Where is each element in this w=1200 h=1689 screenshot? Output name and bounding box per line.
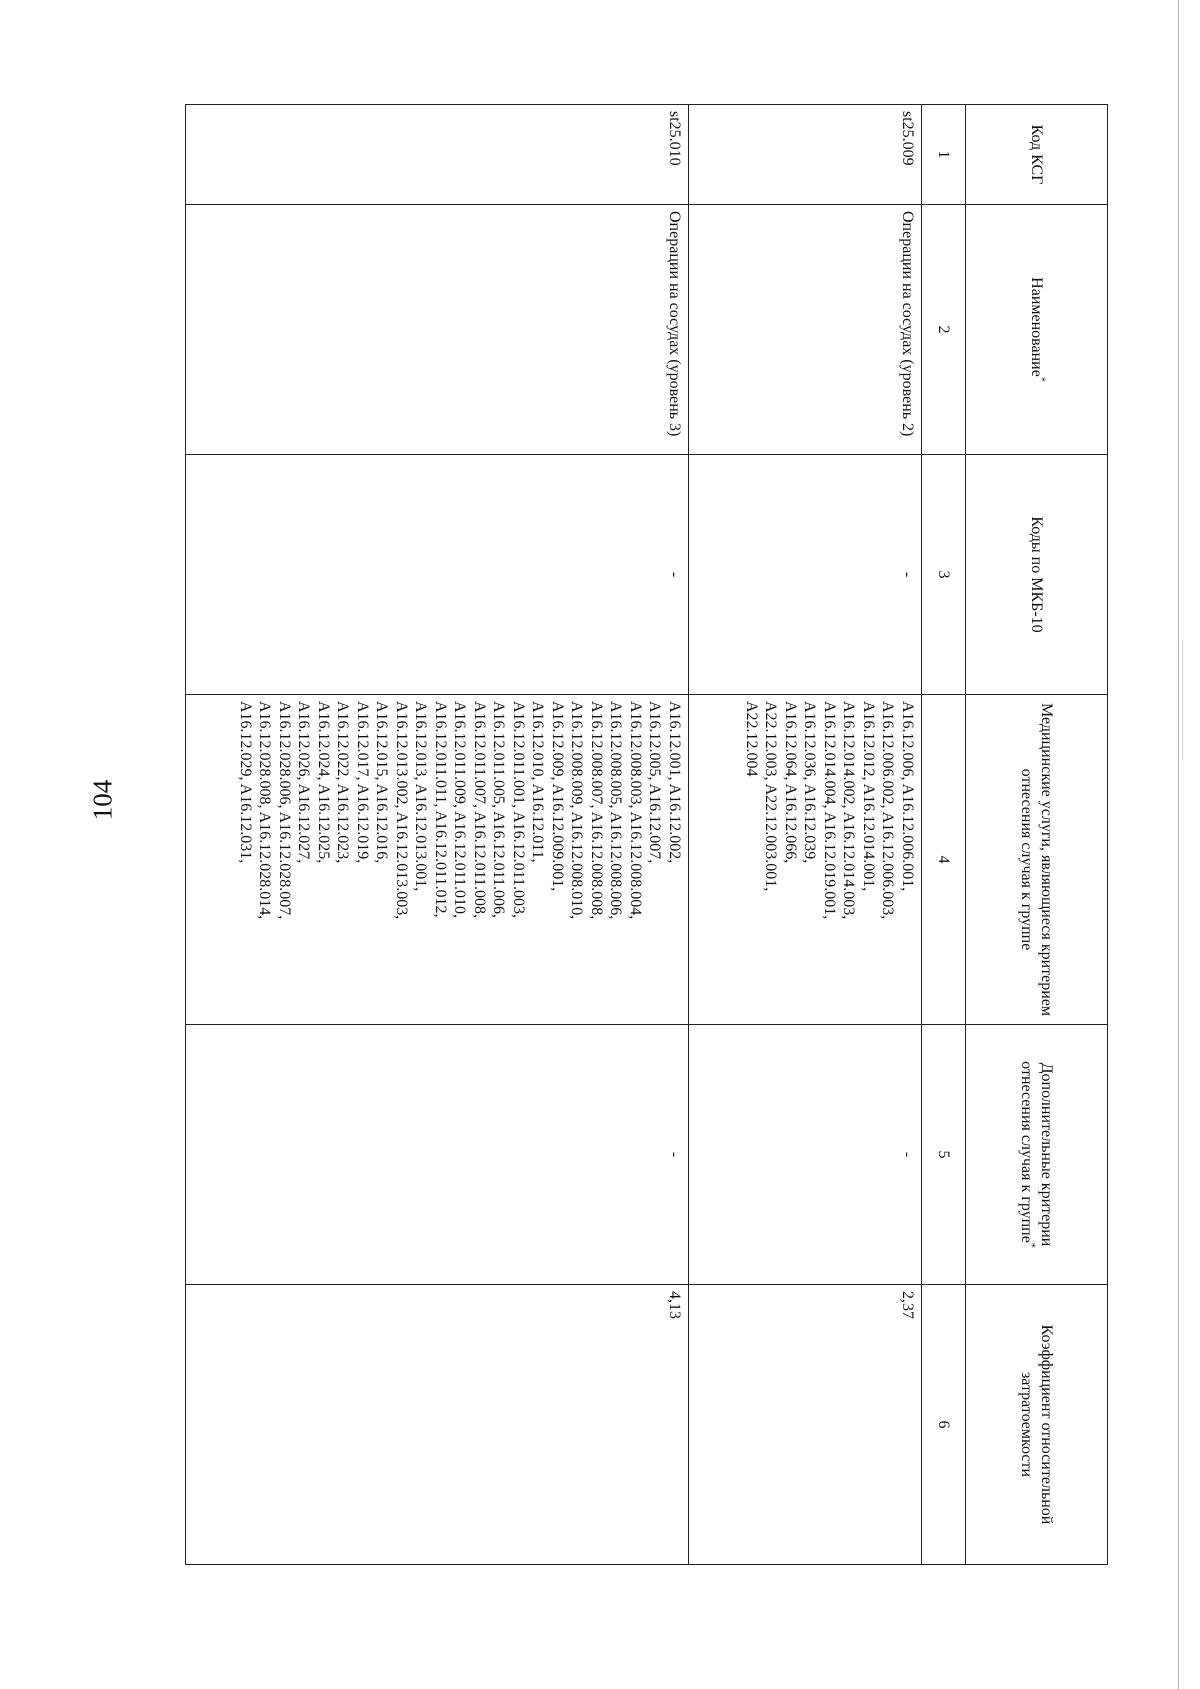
table-rotated-wrapper <box>185 104 1108 1564</box>
table-header-row <box>966 105 1108 1565</box>
header-name: Наименование* <box>966 205 1108 455</box>
column-number: 3 <box>922 455 966 695</box>
column-number: 6 <box>922 1285 966 1565</box>
cell-icd-codes: - <box>186 455 689 695</box>
ksg-table <box>185 104 1108 1565</box>
cell-medical-services: A16.12.001, A16.12.002, A16.12.005, A16.12.007, A16.12.008.003, A16.12.008.004, A16.12.008.005, A16.12.008.006, A16.12.008.007, A16.12.008.008, A16.12.008.009, A16.12.008.010, A16.12.009, A16.12.009.001, A16.12.010, A16.12.011, A16.12.011.001, A16.12.011.003, A16.12.011.005, A16.12.011.006, A16.12.011.007, A16.12.011.008, A16.12.011.009, A16.12.011.010, A16.12.011.011, A16.12.011.012, A16.12.013, A16.12.013.001, A16.12.013.002, A16.12.013.003, A16.12.015, A16.12.016, A16.12.017, A16.12.019, A16.12.022, A16.12.023, A16.12.024, A16.12.025, A16.12.026, A16.12.027, A16.12.028.006, A16.12.028.007, A16.12.028.008, A16.12.028.014, A16.12.029, A16.12.031, <box>186 695 689 1025</box>
column-number-row <box>922 105 966 1565</box>
cell-name: Операции на сосудах (уровень 2) <box>689 205 922 455</box>
cell-extra-criteria: - <box>689 1025 922 1285</box>
scan-artifact-line <box>1178 0 1179 1689</box>
cell-extra-criteria: - <box>186 1025 689 1285</box>
cell-medical-services: A16.12.006, A16.12.006.001, A16.12.006.002, A16.12.006.003, A16.12.012, A16.12.014.001, A16.12.014.002, A16.12.014.003, A16.12.014.004, A16.12.019.001, A16.12.036, A16.12.039, A16.12.064, A16.12.066, A22.12.003, A22.12.003.001, A22.12.004 <box>689 695 922 1025</box>
scan-artifact-line <box>1182 640 1183 760</box>
header-medical-services: Медицинские услуги, являющиеся критерием отнесения случая к группе <box>966 695 1108 1025</box>
header-coefficient: Коэффициент относительной затратоемкости <box>966 1285 1108 1565</box>
cell-coefficient: 2,37 <box>689 1285 922 1565</box>
table-row <box>186 105 689 1565</box>
column-number: 1 <box>922 105 966 205</box>
header-extra-criteria: Дополнительные критерии отнесения случая к группе* <box>966 1025 1108 1285</box>
header-icd-codes: Коды по МКБ-10 <box>966 455 1108 695</box>
page-number: 104 <box>87 779 118 821</box>
cell-ksg-code: st25.009 <box>689 105 922 205</box>
cell-coefficient: 4,13 <box>186 1285 689 1565</box>
cell-ksg-code: st25.010 <box>186 105 689 205</box>
header-ksg-code: Код КСГ <box>966 105 1108 205</box>
table-row <box>689 105 922 1565</box>
column-number: 2 <box>922 205 966 455</box>
column-number: 4 <box>922 695 966 1025</box>
cell-name: Операции на сосудах (уровень 3) <box>186 205 689 455</box>
column-number: 5 <box>922 1025 966 1285</box>
cell-icd-codes: - <box>689 455 922 695</box>
